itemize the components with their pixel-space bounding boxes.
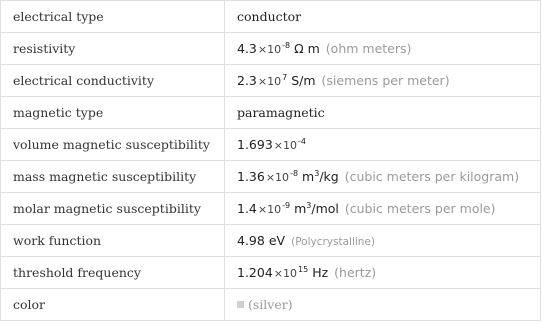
value-note: (Polycrystalline)	[291, 236, 375, 248]
row-label-work-function: work function	[1, 225, 225, 257]
row-label-molar-magnetic-susceptibility: molar magnetic susceptibility	[1, 193, 225, 225]
mantissa: 1.204	[237, 265, 273, 280]
exponent: 15	[298, 265, 309, 274]
unit-exponent: 3	[314, 169, 320, 178]
table-row	[1, 257, 541, 289]
row-label-mass-magnetic-susceptibility: mass magnetic susceptibility	[1, 161, 225, 193]
unit-note: (cubic meters per kilogram)	[344, 169, 520, 184]
unit-exponent: 3	[306, 201, 312, 210]
mantissa: 4.3	[237, 41, 257, 56]
table-row	[1, 1, 541, 33]
table-row	[1, 33, 541, 65]
unit-note: (cubic meters per mole)	[344, 201, 496, 216]
unit: Ω m	[294, 41, 320, 56]
exponent: -4	[298, 137, 306, 146]
table-row	[1, 193, 541, 225]
row-value-resistivity	[225, 33, 541, 65]
color-name: (silver)	[248, 297, 293, 312]
table-row	[1, 97, 541, 129]
mantissa: 1.4	[237, 201, 257, 216]
times-ten: ×10	[257, 75, 282, 88]
mantissa: 1.693	[237, 137, 273, 152]
row-label-volume-magnetic-susceptibility: volume magnetic susceptibility	[1, 129, 225, 161]
row-value-color	[225, 289, 541, 321]
times-ten: ×10	[273, 139, 298, 152]
row-value-work-function	[225, 225, 541, 257]
exponent: -8	[290, 169, 299, 178]
row-value-electrical-type: conductor	[225, 1, 541, 33]
row-label-magnetic-type: magnetic type	[1, 97, 225, 129]
unit-note: (hertz)	[334, 265, 377, 280]
unit: eV	[268, 233, 286, 248]
row-value-volume-magnetic-susceptibility	[225, 129, 541, 161]
color-swatch-icon	[237, 301, 244, 308]
unit-base: m	[294, 201, 307, 216]
row-value-threshold-frequency	[225, 257, 541, 289]
unit: S/m	[291, 73, 316, 88]
table-row	[1, 289, 541, 321]
row-label-resistivity: resistivity	[1, 33, 225, 65]
unit-note: (siemens per meter)	[321, 73, 450, 88]
unit-rest: /mol	[311, 201, 339, 216]
exponent: -8	[282, 41, 291, 50]
exponent: 7	[282, 73, 288, 82]
times-ten: ×10	[257, 203, 282, 216]
unit	[294, 201, 339, 216]
row-label-color: color	[1, 289, 225, 321]
mantissa: 2.3	[237, 73, 257, 88]
unit-note: (ohm meters)	[325, 41, 412, 56]
row-label-threshold-frequency: threshold frequency	[1, 257, 225, 289]
row-value-molar-magnetic-susceptibility	[225, 193, 541, 225]
unit: Hz	[312, 265, 329, 280]
row-value-electrical-conductivity	[225, 65, 541, 97]
unit	[302, 169, 339, 184]
table-row	[1, 161, 541, 193]
row-label-electrical-conductivity: electrical conductivity	[1, 65, 225, 97]
unit-base: m	[302, 169, 315, 184]
times-ten: ×10	[273, 267, 298, 280]
row-value-magnetic-type: paramagnetic	[225, 97, 541, 129]
row-value-mass-magnetic-susceptibility	[225, 161, 541, 193]
table-row	[1, 129, 541, 161]
times-ten: ×10	[257, 43, 282, 56]
exponent: -9	[282, 201, 291, 210]
mantissa: 1.36	[237, 169, 265, 184]
value-number: 4.98	[237, 233, 265, 248]
table-row	[1, 225, 541, 257]
row-label-electrical-type: electrical type	[1, 1, 225, 33]
table-row	[1, 65, 541, 97]
unit-rest: /kg	[319, 169, 339, 184]
times-ten: ×10	[265, 171, 290, 184]
